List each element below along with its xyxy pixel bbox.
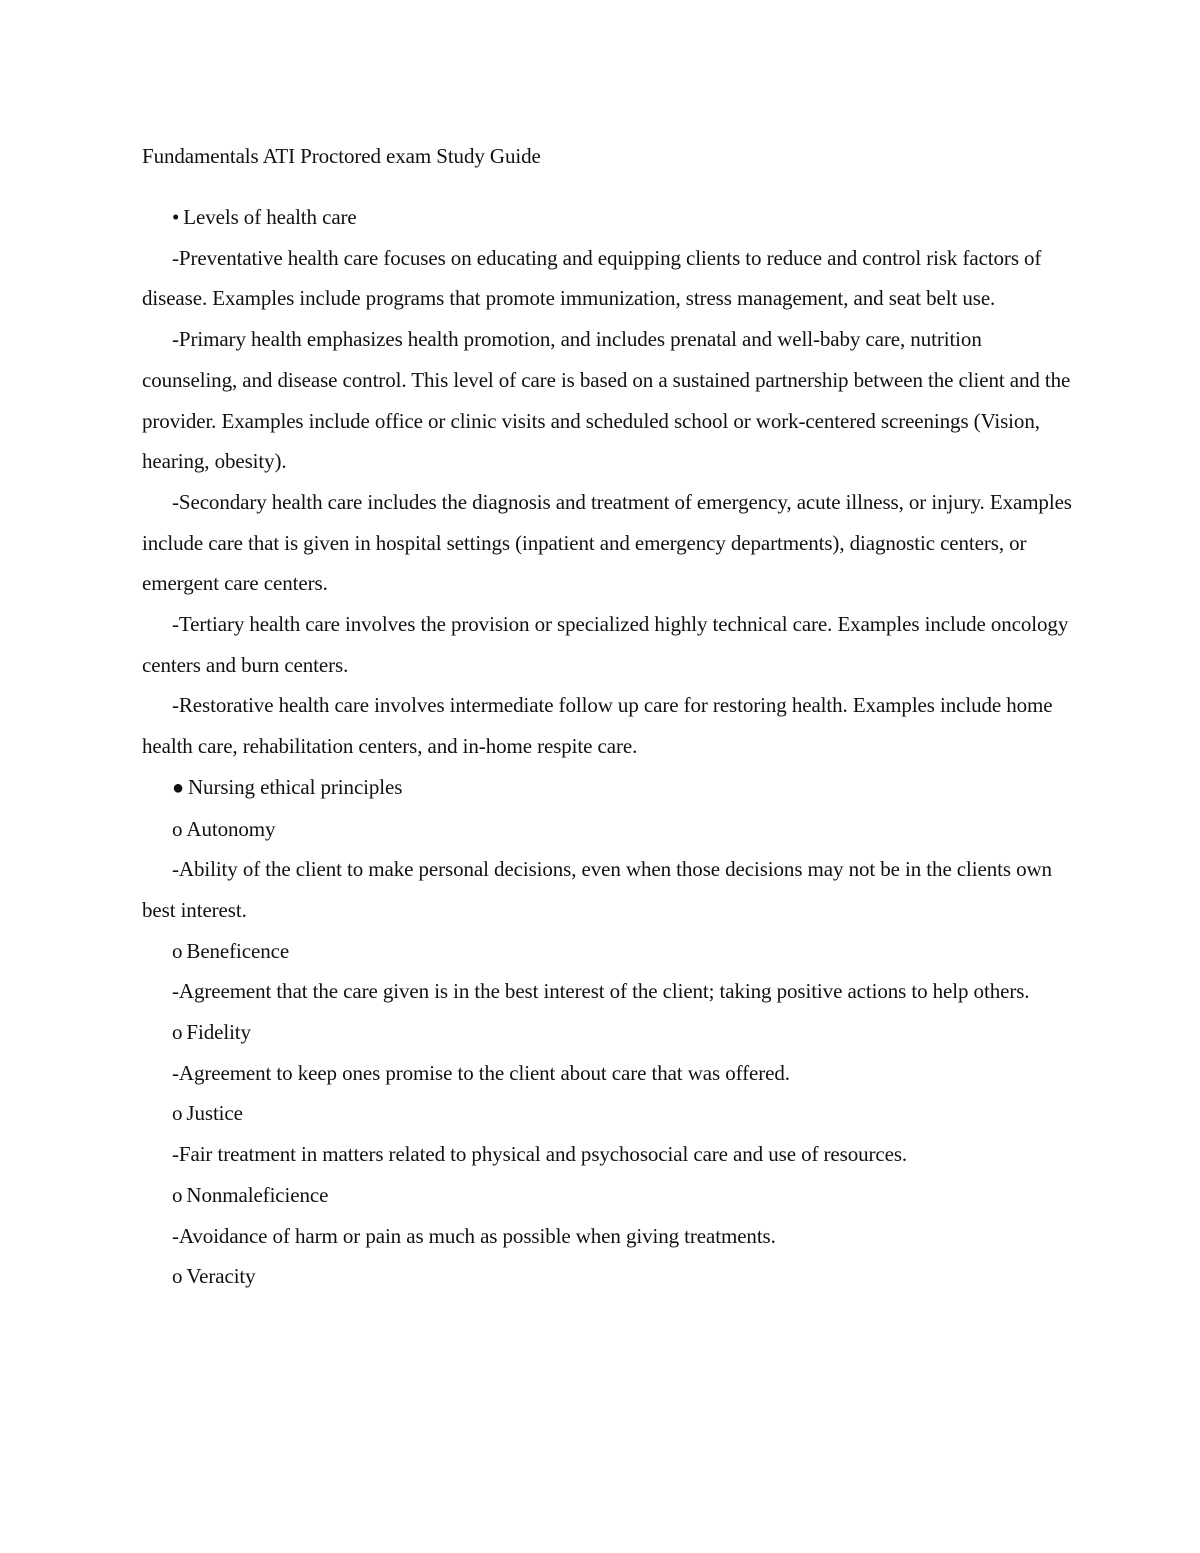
term-label: Veracity: [186, 1264, 256, 1289]
bullet-icon: ●: [172, 776, 184, 799]
term-veracity: [142, 1256, 1072, 1297]
term-label: Beneficence: [186, 938, 290, 963]
term-justice: [142, 1093, 1072, 1134]
circle-bullet-icon: o: [172, 1264, 183, 1289]
definition-beneficence: -Agreement that the care given is in the best interest of the client; taking positive actions to help others.: [172, 979, 1030, 1004]
definition-nonmaleficience: -Avoidance of harm or pain as much as possible when giving treatments.: [172, 1223, 776, 1248]
paragraph-restorative: -Restorative health care involves intermediate follow up care for restoring health. Examples include home health care, rehabilitation centers, and in-home respite care.: [142, 693, 1053, 759]
section-heading-text: Levels of health care: [183, 205, 357, 229]
paragraph-secondary: -Secondary health care includes the diagnosis and treatment of emergency, acute illness, or injury. Examples include care that is given in hospital settings (inpatient and emergency departments), diagnostic centers, or emergent care centers.: [142, 489, 1072, 596]
term-fidelity: [142, 1012, 1072, 1053]
circle-bullet-icon: o: [172, 938, 183, 963]
section-heading-ethics: [142, 767, 1072, 809]
paragraph-primary: -Primary health emphasizes health promotion, and includes prenatal and well-baby care, nutrition counseling, and disease control. This level of care is based on a sustained partnership between the client and the provider. Examples include office or clinic visits and scheduled school or work-centered screenings (Vision, hearing, obesity).: [142, 327, 1071, 474]
section-heading-levels: [142, 197, 1072, 238]
definition-fidelity: -Agreement to keep ones promise to the client about care that was offered.: [172, 1060, 790, 1085]
term-label: Fidelity: [186, 1020, 251, 1045]
section-heading-text: Nursing ethical principles: [187, 774, 403, 799]
bullet-icon: •: [172, 205, 180, 229]
paragraph-preventative: -Preventative health care focuses on educating and equipping clients to reduce and control risk factors of disease. Examples include programs that promote immunization, stress management, and seat belt use.: [142, 245, 1042, 311]
definition-autonomy: -Ability of the client to make personal decisions, even when those decisions may not be in the clients own best interest.: [142, 857, 1052, 922]
term-label: Nonmaleficience: [186, 1182, 329, 1207]
term-nonmaleficience: [142, 1175, 1072, 1216]
paragraph-tertiary: -Tertiary health care involves the provision or specialized highly technical care. Examples include oncology centers and burn centers.: [142, 612, 1069, 677]
document-title: Fundamentals ATI Proctored exam Study Guide: [142, 144, 541, 168]
term-label: Autonomy: [186, 816, 276, 841]
circle-bullet-icon: o: [172, 1101, 183, 1126]
circle-bullet-icon: o: [172, 816, 183, 841]
circle-bullet-icon: o: [172, 1182, 183, 1207]
circle-bullet-icon: o: [172, 1020, 183, 1045]
term-beneficence: [142, 931, 1072, 972]
definition-justice: -Fair treatment in matters related to physical and psychosocial care and use of resources.: [172, 1142, 908, 1167]
term-autonomy: [142, 809, 1072, 850]
term-label: Justice: [186, 1101, 243, 1126]
document-body: [142, 197, 1072, 1297]
